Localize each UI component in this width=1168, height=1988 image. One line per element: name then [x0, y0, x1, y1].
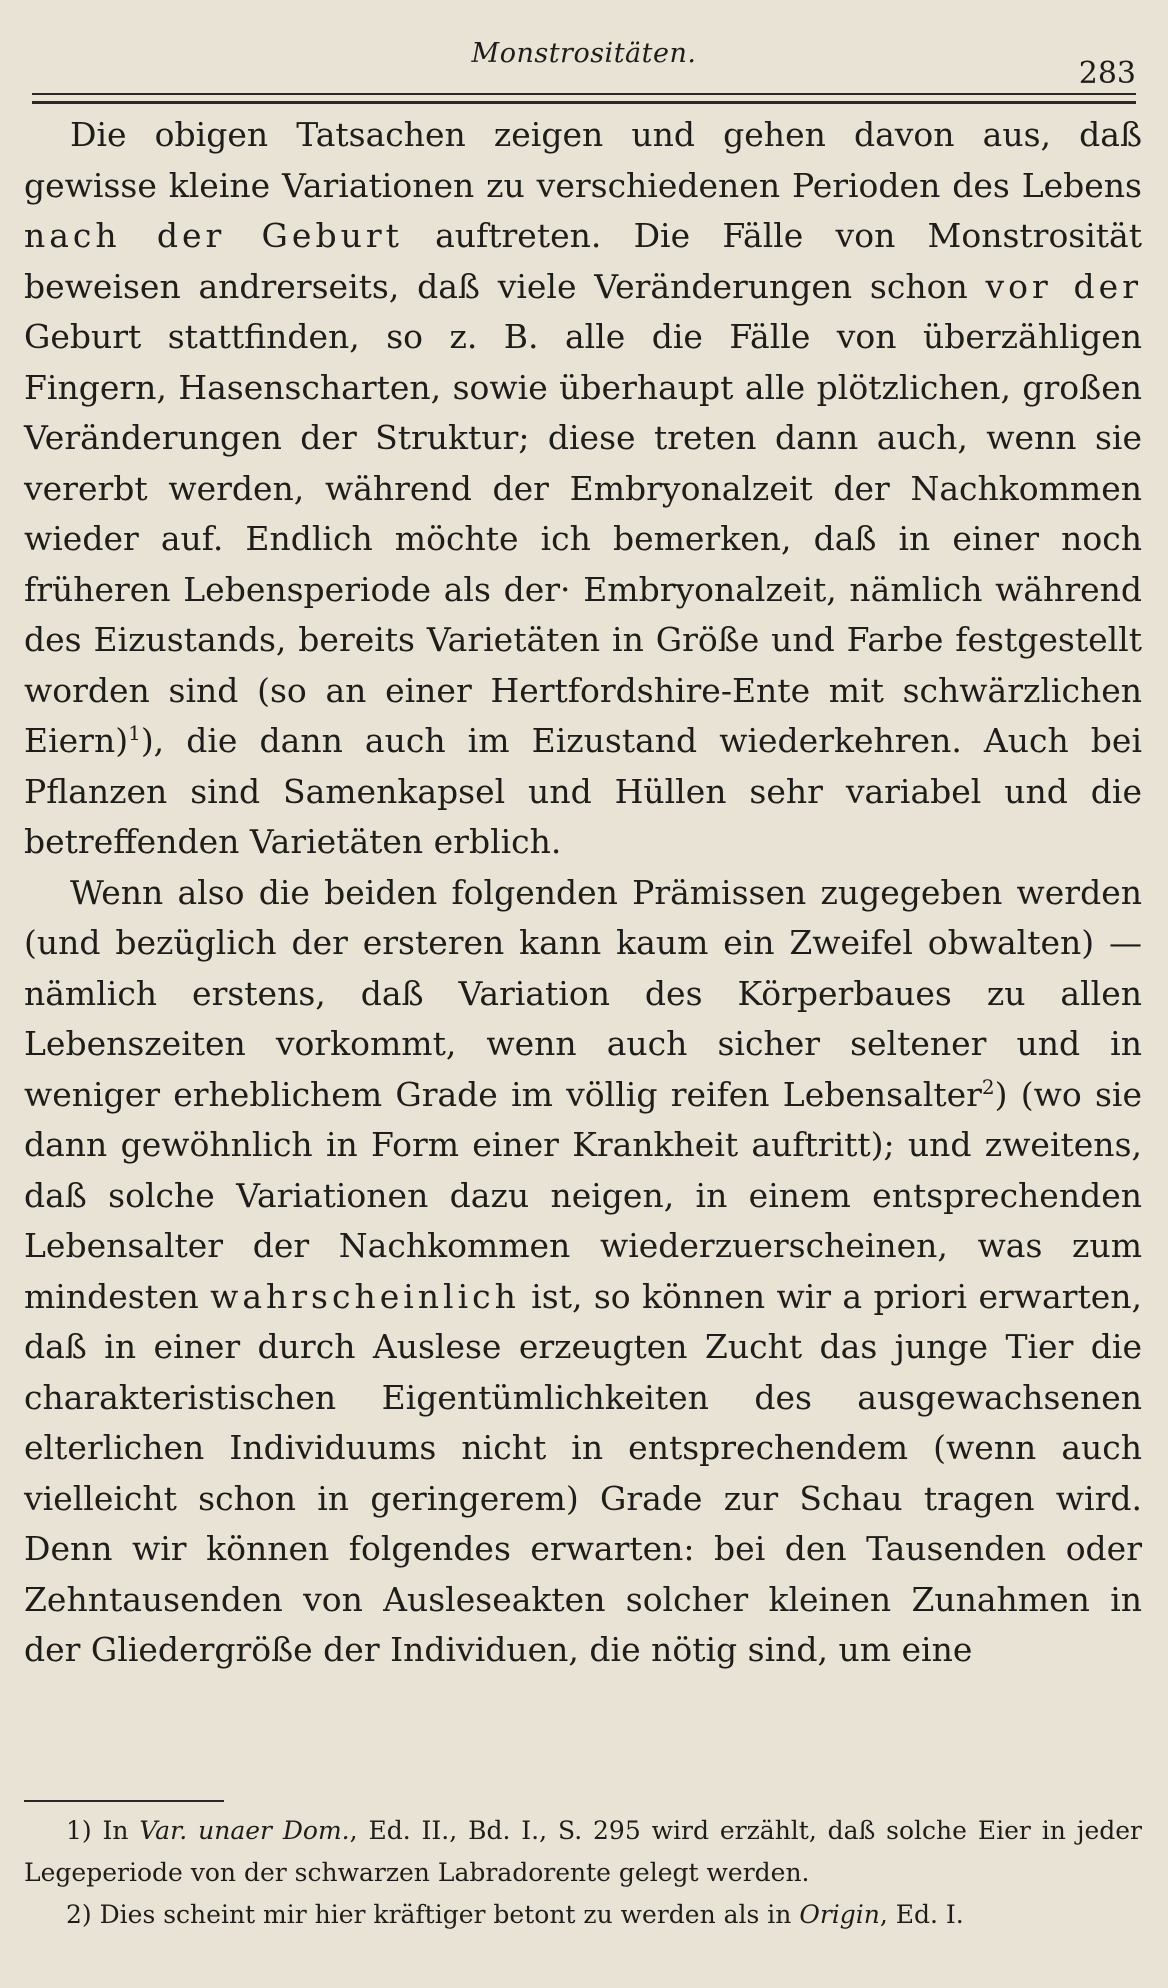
footnote-rule [24, 1800, 224, 1802]
cited-title: Origin [799, 1900, 880, 1929]
header-rule-thin [32, 93, 1136, 95]
running-title: Monstrositäten. [471, 38, 697, 69]
text-run: ) (wo sie dann gewöhnlich in Form einer Krankheit auftritt); und zweitens, daß solche Variationen dazu neigen, in einem entsprechenden Lebensalter der Nachkommen wiederzuerscheinen, was zum mindesten [24, 1074, 1142, 1316]
text-run: Die obigen Tatsachen zeigen und gehen davon aus, daß gewisse kleine Variationen zu verschiedenen Perioden des Lebens [24, 115, 1142, 205]
emphasized-text: vor der [985, 266, 1142, 306]
emphasized-text: wahrscheinlich [210, 1276, 520, 1316]
footnote-text: , Ed. II., Bd. I., S. 295 wird erzählt, daß solche Eier in jeder Legeperiode von der schwarzen Labradorente gelegt werden. [24, 1816, 1142, 1887]
footnote-text: 2) Dies scheint mir hier kräftiger betont zu werden als in [66, 1900, 800, 1929]
footnotes [24, 1810, 1142, 1936]
main-text [24, 110, 1142, 1676]
page-number: 283 [1078, 56, 1136, 91]
text-run: Geburt stattfinden, so z. B. alle die Fälle von überzähligen Fingern, Hasenscharten, sowie überhaupt alle plötzlichen, großen Veränderungen der Struktur; diese treten dann auch, wenn sie vererbt werden, während der Embryonalzeit der Nachkommen wieder auf. Endlich möchte ich bemerken, daß in einer noch früheren Lebensperiode als der· Embryonalzeit, nämlich während des Eizustands, bereits Varietäten in Größe und Farbe festgestellt worden sind (so an einer Hertfordshire-Ente mit schwärzlichen Eiern) [24, 317, 1142, 760]
text-run: Wenn also die beiden folgenden Prämissen zugegeben werden (und bezüglich der ersteren kann kaum ein Zweifel obwalten) — nämlich erstens, daß Variation des Körperbaues zu allen Lebenszeiten vorkommt, wenn auch sicher seltener und in weniger erheblichem Grade im völlig reifen Lebensalter [24, 872, 1142, 1114]
footnote-1 [24, 1810, 1142, 1894]
footnote-text: , Ed. I. [879, 1900, 964, 1929]
text-run: ), die dann auch im Eizustand wiederkehren. Auch bei Pflanzen sind Samenkapsel und Hüllen sehr variabel und die betreffenden Varietäten erblich. [24, 721, 1142, 861]
footnote-marker-1[interactable]: 1 [128, 721, 141, 745]
paragraph-1 [24, 110, 1142, 868]
text-run: auftreten. Die Fälle von Monstrosität beweisen andrerseits, daß viele Veränderungen schon [24, 216, 1142, 306]
paragraph-2 [24, 868, 1142, 1676]
emphasized-text: nach der Geburt [24, 216, 403, 255]
cited-title: Var. unaer Dom. [139, 1816, 350, 1845]
footnote-text: 1) In [66, 1816, 140, 1845]
text-run: ist, so können wir a priori erwarten, daß in einer durch Auslese erzeugten Zucht das junge Tier die charakteristischen Eigentümlichkeiten des ausgewachsenen elterlichen Individuums nicht in entsprechendem (wenn auch vielleicht schon in geringerem) Grade zur Schau tragen wird. Denn wir können folgendes erwarten: bei den Tausenden oder Zehntausenden von Ausleseakten solcher kleinen Zunahmen in der Gliedergröße der Individuen, die nötig sind, um eine [24, 1276, 1142, 1669]
footnote-marker-2[interactable]: 2 [981, 1074, 995, 1099]
footnote-2 [24, 1894, 1142, 1936]
header-rule-thick [32, 101, 1136, 104]
